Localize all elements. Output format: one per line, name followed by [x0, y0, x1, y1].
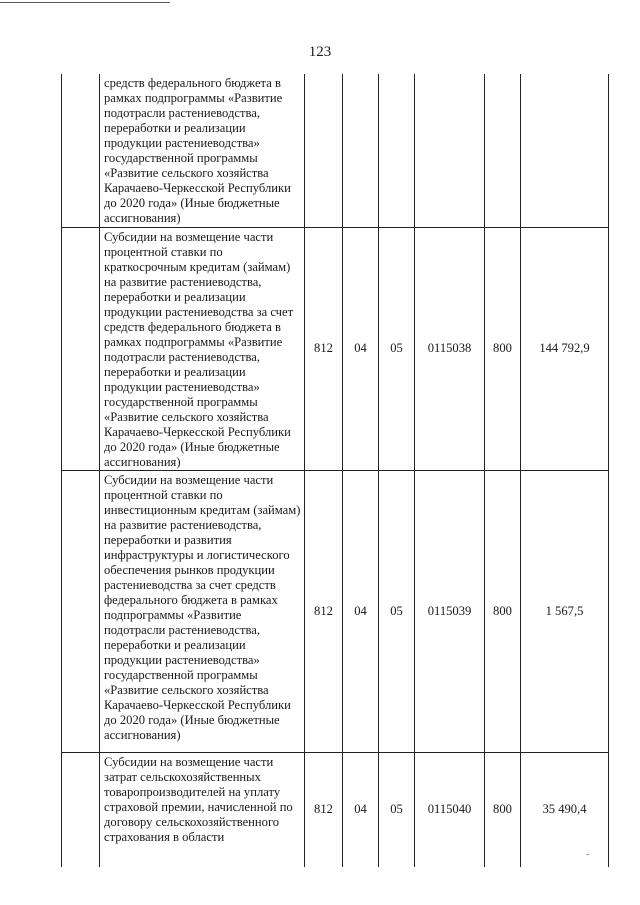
section-code-cell: 04: [343, 752, 379, 867]
ministry-code-cell: 812: [305, 470, 343, 752]
target-article-cell: 0115040: [415, 752, 485, 867]
ministry-code-cell: [305, 74, 343, 227]
expense-type-cell: 800: [485, 752, 521, 867]
subsection-code-cell: [379, 74, 415, 227]
amount-cell: 1 567,5: [521, 470, 609, 752]
section-code-cell: [343, 74, 379, 227]
section-code-cell: 04: [343, 470, 379, 752]
ministry-code-cell: 812: [305, 227, 343, 470]
amount-cell: 35 490,4: [521, 752, 609, 867]
row-number-cell: [62, 227, 100, 470]
row-number-cell: [62, 74, 100, 227]
table-row: [62, 227, 609, 470]
row-number-cell: [62, 752, 100, 867]
ministry-code-cell: 812: [305, 752, 343, 867]
table-row: [62, 752, 609, 867]
target-article-cell: 0115039: [415, 470, 485, 752]
target-article-cell: [415, 74, 485, 227]
table-row: [62, 74, 609, 227]
subsection-code-cell: 05: [379, 227, 415, 470]
page-number: 123: [308, 44, 332, 60]
section-code-cell: 04: [343, 227, 379, 470]
expense-type-cell: 800: [485, 227, 521, 470]
budget-table: [61, 74, 609, 867]
description-cell: Субсидии на возмещение части процентной ставки по краткосрочным кредитам (займам) на развитие растениеводства, переработки и реализации продукции растениеводства за счет средств федерального бюджета в рамках подпрограммы «Развитие подотрасли растениеводства, переработки и реализации продукции растениеводства» государственной программы «Развитие сельского хозяйства Карачаево-Черкесской Республики до 2020 года» (Иные бюджетные ассигнования): [100, 227, 305, 470]
target-article-cell: 0115038: [415, 227, 485, 470]
subsection-code-cell: 05: [379, 470, 415, 752]
amount-cell: 144 792,9: [521, 227, 609, 470]
scan-edge-line: [0, 2, 170, 3]
description-cell: Субсидии на возмещение части процентной ставки по инвестиционным кредитам (займам) на развитие растениеводства, переработки и развития инфраструктуры и логистического обеспечения рынков продукции растениеводства за счет средств федерального бюджета в рамках подпрограммы «Развитие подотрасли растениеводства, переработки и реализации продукции растениеводства» государственной программы «Развитие сельского хозяйства Карачаево-Черкесской Республики до 2020 года» (Иные бюджетные ассигнования): [100, 470, 305, 752]
table-row: [62, 470, 609, 752]
description-cell: средств федерального бюджета в рамках подпрограммы «Развитие подотрасли растениеводства, переработки и реализации продукции растениеводства» государственной программы «Развитие сельского хозяйства Карачаево-Черкесской Республики до 2020 года» (Иные бюджетные ассигнования): [100, 74, 305, 227]
expense-type-cell: 800: [485, 470, 521, 752]
row-number-cell: [62, 470, 100, 752]
subsection-code-cell: 05: [379, 752, 415, 867]
expense-type-cell: [485, 74, 521, 227]
description-cell: Субсидии на возмещение части затрат сельскохозяйственных товаропроизводителей на уплату страховой премии, начисленной по договору сельскохозяйственного страхования в области: [100, 752, 305, 867]
amount-cell: [521, 74, 609, 227]
scan-artifact-dash: -: [586, 849, 590, 860]
